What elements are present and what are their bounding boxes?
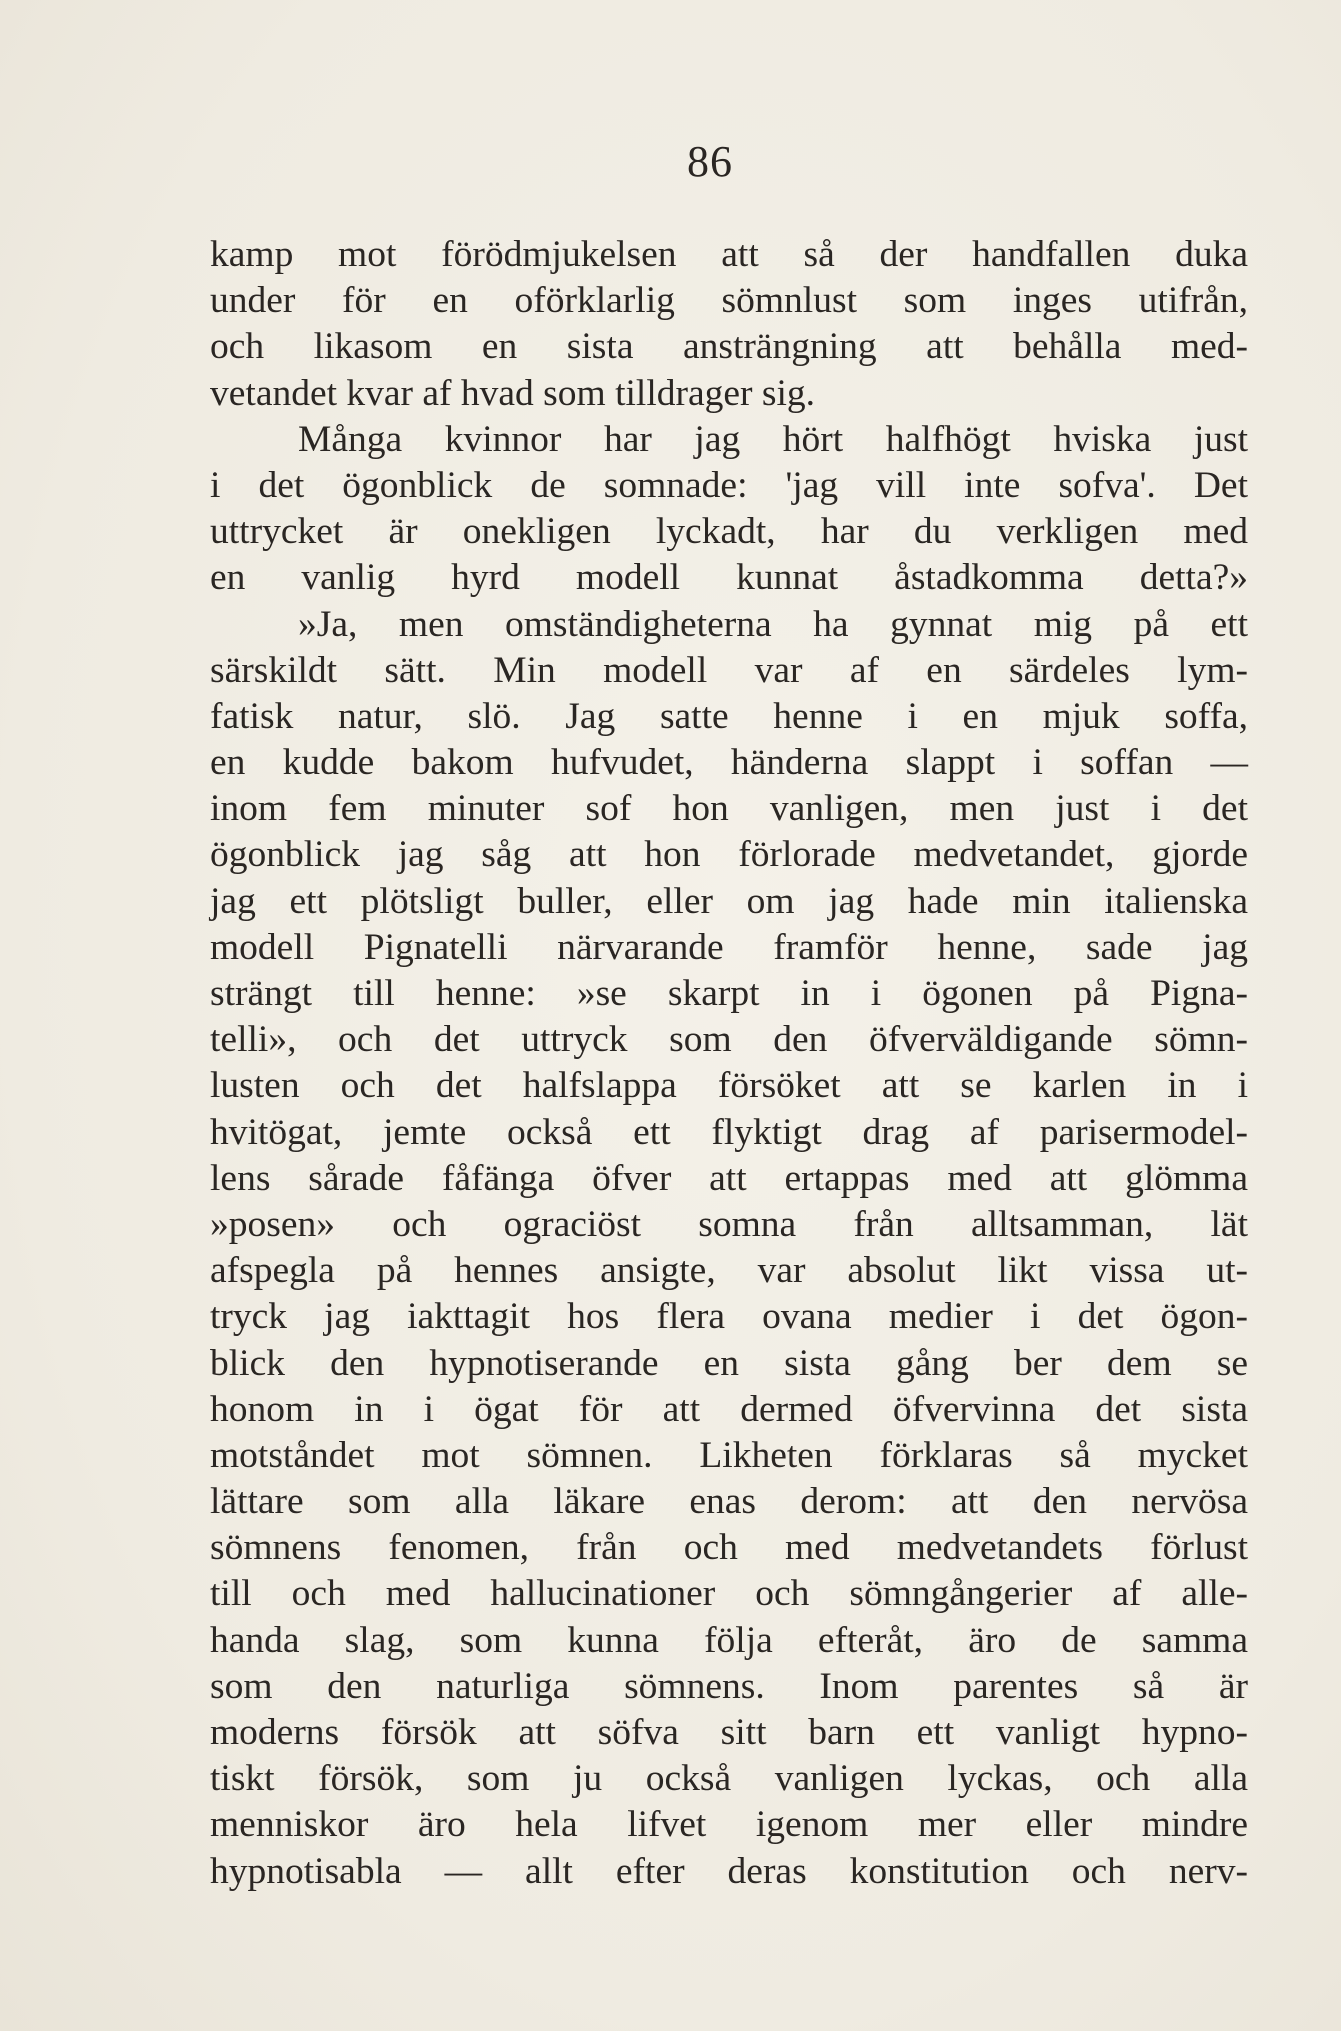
- text-line: tryck jag iakttagit hos flera ovana medier i det ögon-: [210, 1296, 1248, 1338]
- text-line: som den naturliga sömnens. Inom parentes så är: [210, 1665, 1248, 1707]
- text-line: »posen» och ograciöst somna från alltsamman, lät: [210, 1203, 1248, 1245]
- text-line: uttrycket är onekligen lyckadt, har du verkligen med: [210, 511, 1248, 553]
- text-line: lusten och det halfslappa försöket att se karlen in i: [210, 1065, 1248, 1107]
- text-line: telli», och det uttryck som den öfverväldigande sömn-: [210, 1019, 1248, 1061]
- text-line: till och med hallucinationer och sömngångerier af alle-: [210, 1573, 1248, 1615]
- text-line: ögonblick jag såg att hon förlorade medvetandet, gjorde: [210, 834, 1248, 876]
- text-line: afspegla på hennes ansigte, var absolut likt vissa ut-: [210, 1250, 1248, 1292]
- text-line: i det ögonblick de somnade: 'jag vill inte sofva'. Det: [210, 464, 1248, 506]
- text-line: Många kvinnor har jag hört halfhögt hviska just: [298, 418, 1248, 460]
- text-line: menniskor äro hela lifvet igenom mer eller mindre: [210, 1804, 1248, 1846]
- text-line: under för en oförklarlig sömnlust som inges utifrån,: [210, 280, 1248, 322]
- text-line: jag ett plötsligt buller, eller om jag hade min italienska: [210, 880, 1248, 922]
- text-line: »Ja, men omständigheterna ha gynnat mig på ett: [298, 603, 1248, 645]
- text-line: motståndet mot sömnen. Likheten förklaras så mycket: [210, 1434, 1248, 1476]
- text-line: moderns försök att söfva sitt barn ett vanligt hypno-: [210, 1712, 1248, 1753]
- text-line: inom fem minuter sof hon vanligen, men just i det: [210, 788, 1248, 830]
- text-line: sömnens fenomen, från och med medvetandets förlust: [210, 1527, 1248, 1569]
- text-line: blick den hypnotiserande en sista gång ber dem se: [210, 1342, 1248, 1384]
- body-text: [210, 232, 1248, 1895]
- text-line: modell Pignatelli närvarande framför henne, sade jag: [210, 926, 1248, 968]
- text-line: lättare som alla läkare enas derom: att den nervösa: [210, 1481, 1248, 1523]
- text-line: fatisk natur, slö. Jag satte henne i en mjuk soffa,: [210, 695, 1248, 737]
- text-line: en vanlig hyrd modell kunnat åstadkomma detta?»: [210, 557, 1248, 599]
- text-line: honom in i ögat för att dermed öfvervinna det sista: [210, 1388, 1248, 1430]
- text-line: vetandet kvar af hvad som tilldrager sig.: [210, 372, 816, 414]
- text-line: hypnotisabla — allt efter deras konstitution och nerv-: [210, 1850, 1248, 1892]
- text-line: en kudde bakom hufvudet, händerna slappt i soffan —: [210, 742, 1248, 784]
- text-line: kamp mot förödmjukelsen att så der handfallen duka: [210, 234, 1248, 275]
- text-line: handa slag, som kunna följa efteråt, äro de samma: [210, 1619, 1248, 1661]
- text-line: hvitögat, jemte också ett flyktigt drag af parisermodel-: [210, 1111, 1248, 1153]
- text-line: lens sårade fåfänga öfver att ertappas med att glömma: [210, 1157, 1248, 1199]
- text-line: strängt till henne: »se skarpt in i ögonen på Pigna-: [210, 973, 1248, 1014]
- text-line: och likasom en sista ansträngning att behålla med-: [210, 326, 1248, 368]
- text-line: särskildt sätt. Min modell var af en särdeles lym-: [210, 649, 1248, 691]
- text-line: tiskt försök, som ju också vanligen lyckas, och alla: [210, 1758, 1248, 1800]
- page-number: 86: [687, 137, 733, 186]
